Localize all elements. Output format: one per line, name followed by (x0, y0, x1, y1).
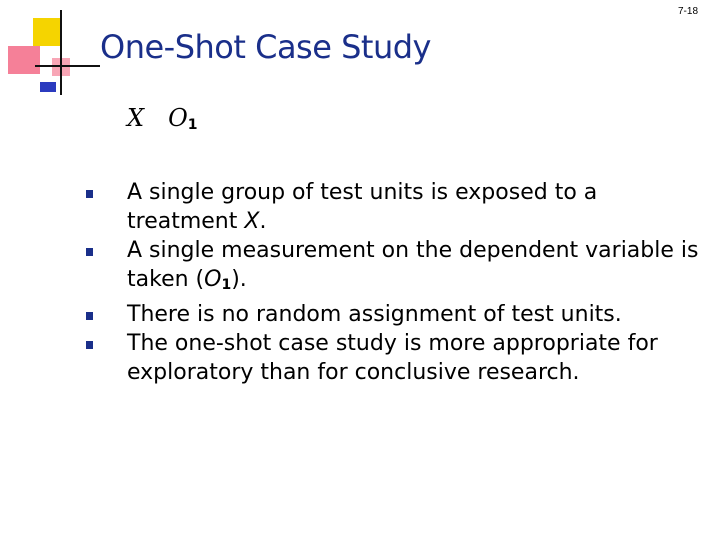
bullet-item: A single group of test units is exposed to a treatment X. (86, 178, 706, 236)
slide-title: One-Shot Case Study (100, 28, 431, 66)
slide-number: 7-18 (677, 6, 698, 17)
bullet-item: A single measurement on the dependent variable is taken (O1). (86, 236, 706, 300)
square-bullet-icon (86, 190, 93, 198)
square-bullet-icon (86, 248, 93, 256)
square-bullet-icon (86, 341, 93, 349)
logo-graphic (0, 0, 100, 100)
bullet-item: There is no random assignment of test units. (86, 300, 706, 329)
square-bullet-icon (86, 312, 93, 320)
observation-symbol: O (168, 104, 188, 132)
treatment-symbol: X (127, 104, 145, 132)
observation-subscript: 1 (187, 117, 198, 133)
bullet-item: The one-shot case study is more appropriate for exploratory than for conclusive research. (86, 329, 706, 387)
design-notation (127, 104, 198, 133)
bullet-list (86, 178, 706, 387)
